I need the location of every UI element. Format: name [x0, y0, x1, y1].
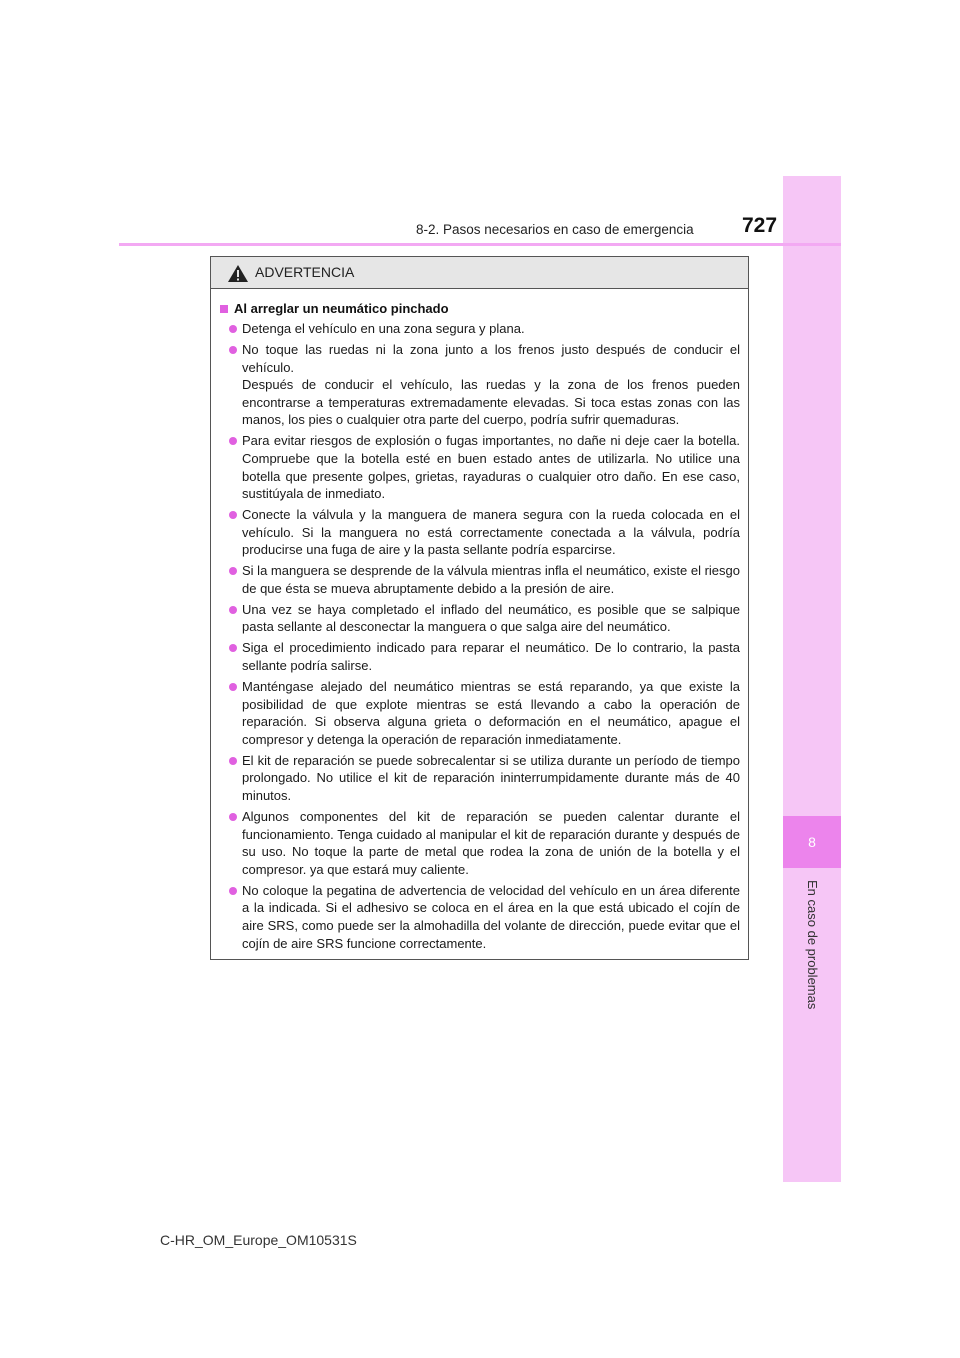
- warning-item: [220, 601, 740, 636]
- header-rule: [119, 243, 841, 246]
- warning-item-text: Una vez se haya completado el inflado del neumático, es posible que se salpique pasta sellante al desconectar la manguera o que salga aire del neumático.: [242, 601, 740, 635]
- warning-item: [220, 639, 740, 674]
- warning-item: [220, 808, 740, 878]
- chapter-number: 8: [808, 834, 816, 850]
- chapter-number-tab: [783, 816, 841, 868]
- round-bullet-icon: [229, 325, 237, 333]
- round-bullet-icon: [229, 757, 237, 765]
- round-bullet-icon: [229, 813, 237, 821]
- round-bullet-icon: [229, 437, 237, 445]
- warning-item-text: No coloque la pegatina de advertencia de velocidad del vehículo en un área diferente a la indicada. Si el adhesivo se coloca en el área en la que está ubicado el cojín de aire SRS, como puede ser la almohadilla del volante de dirección, puede evitar que el cojín de aire SRS funcione correctamente.: [242, 882, 740, 951]
- warning-item-text: No toque las ruedas ni la zona junto a los frenos justo después de conducir el vehículo.: [242, 341, 740, 375]
- round-bullet-icon: [229, 644, 237, 652]
- warning-item-text: Si la manguera se desprende de la válvula mientras infla el neumático, existe el riesgo de que ésta se mueva abruptamente debido a la presión de aire.: [242, 563, 740, 596]
- warning-body: [211, 289, 748, 952]
- warning-item: [220, 506, 740, 559]
- warning-item-text: Para evitar riesgos de explosión o fugas importantes, no dañe ni deje caer la botella. Compruebe que la botella esté en buen estado antes de utilizarla. No utilice una botella que presente golpes, grietas, rayaduras o cualquier otro daño. En ese caso, sustitúyala de inmediato.: [242, 433, 740, 502]
- warning-header: [211, 257, 748, 289]
- round-bullet-icon: [229, 567, 237, 575]
- page-number: 727: [742, 214, 778, 237]
- warning-item-text: Después de conducir el vehículo, las ruedas y la zona de los frenos pueden encontrarse a temperaturas extremadamente elevadas. Si toca estas zonas con las manos, los pies o cualquier otra parte del cuerpo, podría sufrir quemaduras.: [242, 377, 740, 428]
- square-bullet-icon: [220, 305, 228, 313]
- warning-item: [220, 882, 740, 952]
- warning-item-text: Detenga el vehículo en una zona segura y plana.: [242, 321, 525, 336]
- round-bullet-icon: [229, 346, 237, 354]
- warning-item-text: Manténgase alejado del neumático mientras se está reparando, ya que existe la posibilidad de que explote mientras se está llevando a cabo la operación de reparación. Si observa alguna grieta o deformación en el neumático, apague el compresor y detenga la operación de reparación inmediatamente.: [242, 679, 740, 747]
- warning-item: [220, 320, 740, 338]
- warning-subheading-text: Al arreglar un neumático pinchado: [234, 301, 449, 316]
- warning-item: [220, 432, 740, 502]
- warning-title: ADVERTENCIA: [255, 264, 355, 280]
- warning-item: [220, 341, 740, 429]
- round-bullet-icon: [229, 606, 237, 614]
- warning-item: [220, 678, 740, 748]
- warning-subheading: [220, 301, 740, 316]
- chapter-label: En caso de problemas: [805, 880, 820, 1010]
- warning-item-text: El kit de reparación se puede sobrecalentar si se utiliza durante un período de tiempo prolongado. No utilice el kit de reparación ininterrumpidamente durante más de 40 minutos.: [242, 752, 740, 803]
- warning-item: [220, 562, 740, 597]
- section-title: 8-2. Pasos necesarios en caso de emergencia: [416, 222, 694, 237]
- round-bullet-icon: [229, 683, 237, 691]
- warning-box: [210, 256, 749, 960]
- warning-item: [220, 752, 740, 805]
- round-bullet-icon: [229, 887, 237, 895]
- document-code: C-HR_OM_Europe_OM10531S: [160, 1232, 357, 1248]
- warning-triangle-icon: [227, 264, 249, 283]
- warning-item-text: Algunos componentes del kit de reparación se pueden calentar durante el funcionamiento. Tenga cuidado al manipular el kit de reparación durante y después de su uso. No toque la parte de metal que rodea la zona de unión de la botella y el compresor. ya que estará muy caliente.: [242, 808, 740, 877]
- warning-item-text: Conecte la válvula y la manguera de manera segura con la rueda colocada en el vehículo. Si la manguera no está correctamente conectada a la válvula, podría producirse una fuga de aire y la pasta sellante podría esparcirse.: [242, 507, 740, 558]
- warning-item-text: Siga el procedimiento indicado para reparar el neumático. De lo contrario, la pasta sellante podría salirse.: [242, 640, 740, 674]
- round-bullet-icon: [229, 511, 237, 519]
- warning-item-list: [220, 320, 740, 952]
